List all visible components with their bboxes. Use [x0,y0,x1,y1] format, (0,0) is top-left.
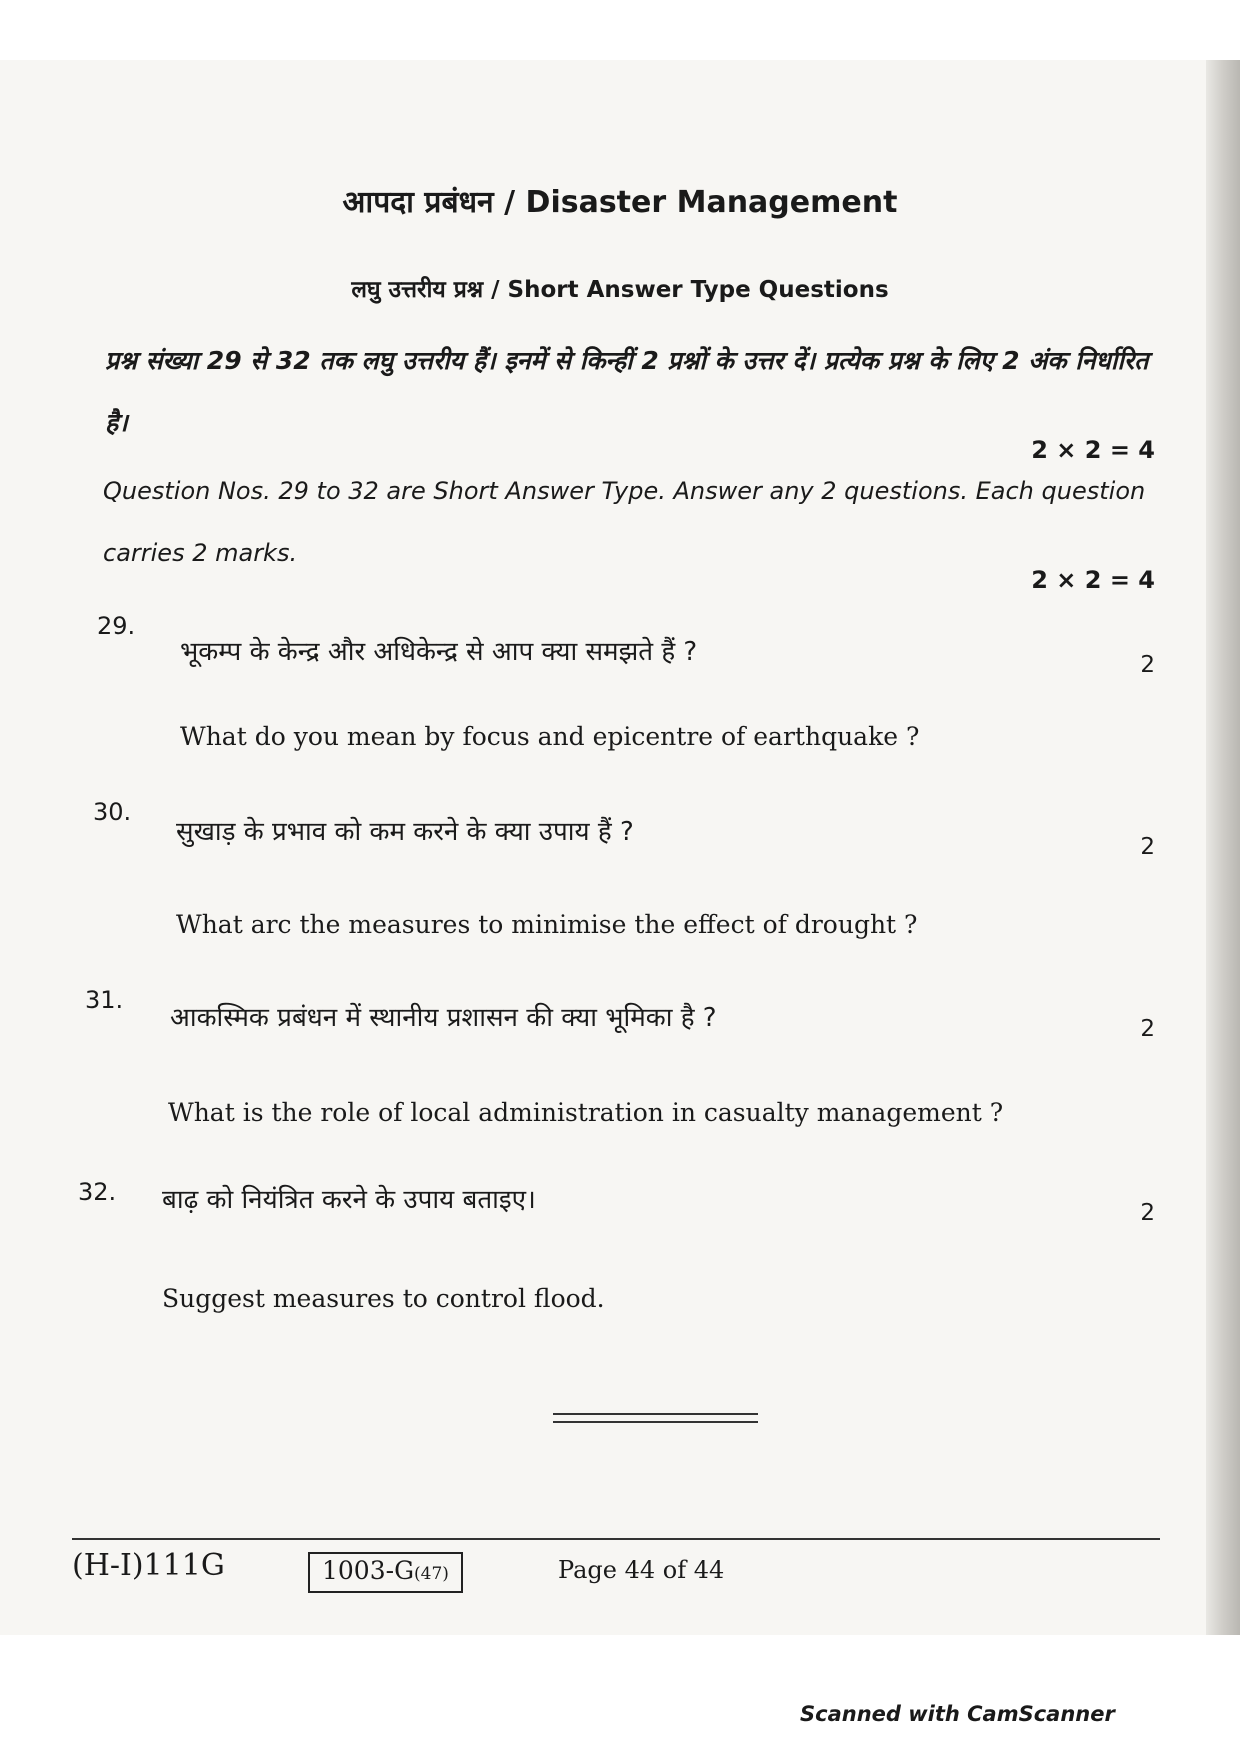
question-text-english: What do you mean by focus and epicentre of earthquake ? [180,722,920,751]
instructions-hindi: प्रश्न संख्या 29 से 32 तक लघु उत्तरीय हैं। इनमें से किन्हीं 2 प्रश्नों के उत्तर दें। प्रत्येक प्रश्न के लिए 2 अंक निर्धारित है। [105,346,1149,437]
question-number: 31. [85,986,124,1014]
marks-total-english: 2 × 2 = 4 [1031,566,1155,594]
question-text-hindi: सुखाड़ के प्रभाव को कम करने के क्या उपाय हैं ? [176,817,634,847]
instructions-english: Question Nos. 29 to 32 are Short Answer Type. Answer any 2 questions. Each question carries 2 marks. [103,477,1146,567]
question-text-hindi: भूकम्प के केन्द्र और अधिकेन्द्र से आप क्या समझते हैं ? [180,637,698,667]
page-title: आपदा प्रबंधन / Disaster Management [342,185,898,220]
scanner-watermark: Scanned with CamScanner [800,1702,1115,1726]
question-number: 29. [97,612,136,640]
booklet-code: 1003-G [322,1556,415,1585]
question-marks: 2 [1140,1200,1155,1226]
paper-code: (H-I)111G [72,1548,225,1583]
footer-rule [72,1538,1160,1540]
booklet-code-suffix: (47) [414,1564,449,1584]
question-text-hindi: आकस्मिक प्रबंधन में स्थानीय प्रशासन की क्या भूमिका है ? [170,1003,717,1033]
marks-total-hindi: 2 × 2 = 4 [1031,436,1155,464]
end-divider [553,1413,758,1423]
question-text-english: What is the role of local administration in casualty management ? [168,1098,1004,1127]
question-marks: 2 [1140,652,1155,678]
question-marks: 2 [1140,834,1155,860]
question-text-hindi: बाढ़ को नियंत्रित करने के उपाय बताइए। [162,1185,536,1215]
booklet-code-box [308,1552,463,1593]
question-number: 32. [78,1178,117,1206]
page-number: Page 44 of 44 [558,1556,725,1584]
question-number: 30. [93,798,132,826]
question-text-english: Suggest measures to control flood. [162,1284,605,1313]
question-text-english: What arc the measures to minimise the effect of drought ? [176,910,918,939]
question-marks: 2 [1140,1016,1155,1042]
section-subtitle: लघु उत्तरीय प्रश्न / Short Answer Type Questions [351,277,889,303]
